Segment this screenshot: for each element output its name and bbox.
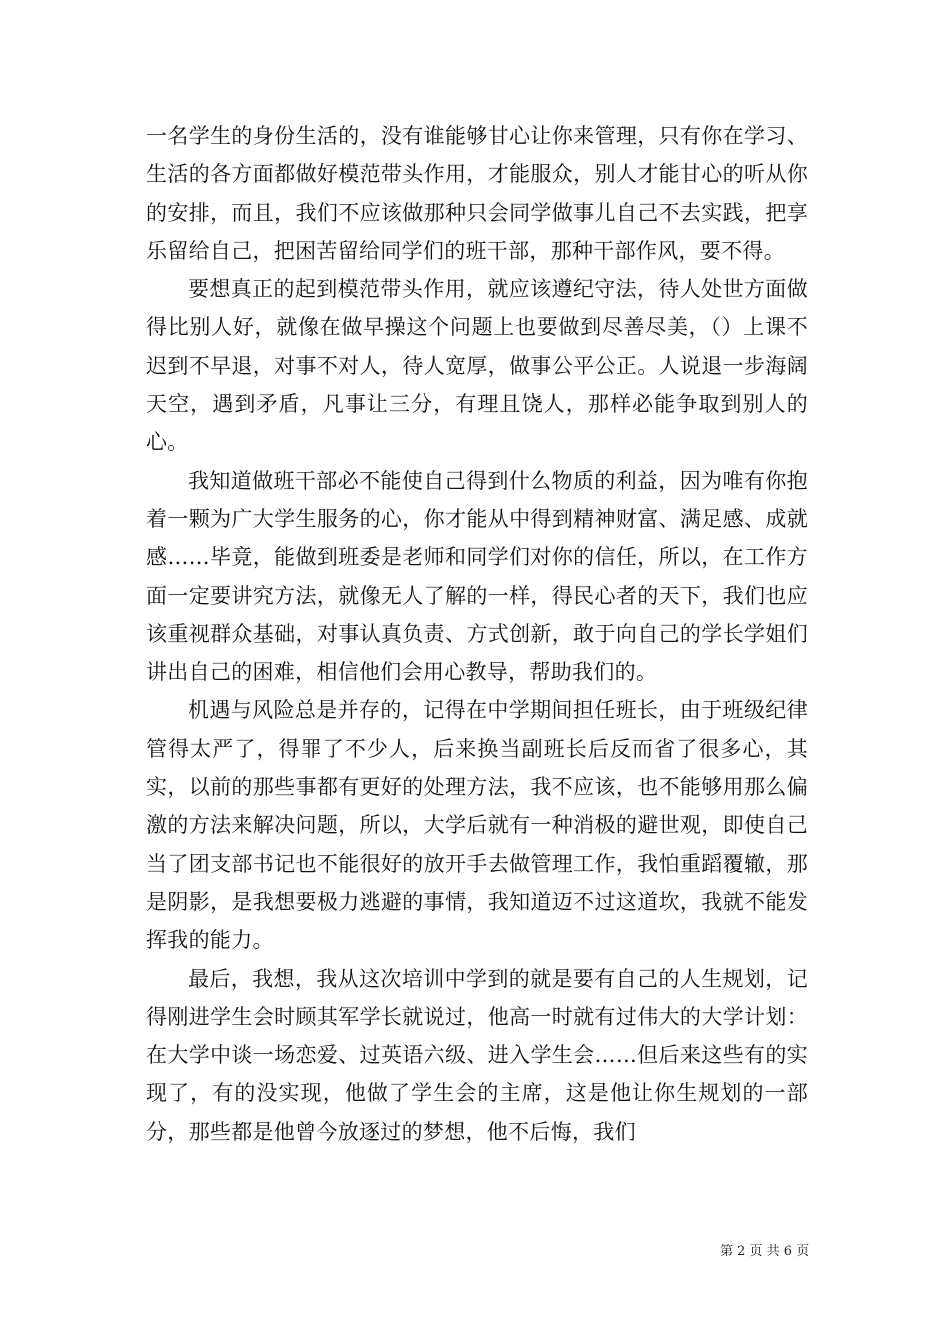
page-number-footer: 第 2 页 共 6 页 bbox=[720, 1244, 810, 1259]
paragraph-opportunity-risk: 机遇与风险总是并存的，记得在中学期间担任班长，由于班级纪律管得太严了，得罪了不少人，后来换当副班长后反而省了很多心，其实，以前的那些事都有更好的处理方法，我不应该，也不能够用那么偏激的方法来解决问题，所以，大学后就有一种消极的避世观，即使自己当了团支部书记也不能很好的放开手去做管理工作，我怕重蹈覆辙，那是阴影，是我想要极力逃避的事情，我知道迈不过这道坎，我就不能发挥我的能力。 bbox=[146, 698, 808, 953]
document-body bbox=[146, 117, 808, 1151]
paragraph-continuation: 一名学生的身份生活的，没有谁能够甘心让你来管理，只有你在学习、生活的各方面都做好模范带头作用，才能服众，别人才能甘心的听从你的安排，而且，我们不应该做那种只会同学做事儿自己不去实践，把享乐留给自己，把困苦留给同学们的班干部，那种干部作风，要不得。 bbox=[146, 124, 808, 263]
paragraph-service-mindset: 我知道做班干部必不能使自己得到什么物质的利益，因为唯有你抱着一颗为广大学生服务的心，你才能从中得到精神财富、满足感、成就感……毕竟，能做到班委是老师和同学们对你的信任，所以，在工作方面一定要讲究方法，就像无人了解的一样，得民心者的天下，我们也应该重视群众基础，对事认真负责、方式创新，敢于向自己的学长学姐们讲出自己的困难，相信他们会用心教导，帮助我们的。 bbox=[146, 468, 808, 685]
paragraph-role-model: 要想真正的起到模范带头作用，就应该遵纪守法，待人处世方面做得比别人好，就像在做早操这个问题上也要做到尽善尽美，（）上课不迟到不早退，对事不对人，待人宽厚，做事公平公正。人说退一步海阔天空，遇到矛盾，凡事让三分，有理且饶人，那样必能争取到别人的心。 bbox=[146, 277, 808, 455]
paragraph-life-planning: 最后，我想，我从这次培训中学到的就是要有自己的人生规划，记得刚进学生会时顾其军学长就说过，他高一时就有过伟大的大学计划：在大学中谈一场恋爱、过英语六级、进入学生会……但后来这些有的实现了，有的没实现，他做了学生会的主席，这是他让你生规划的一部分，那些都是他曾今放逐过的梦想，他不后悔，我们 bbox=[146, 966, 808, 1144]
